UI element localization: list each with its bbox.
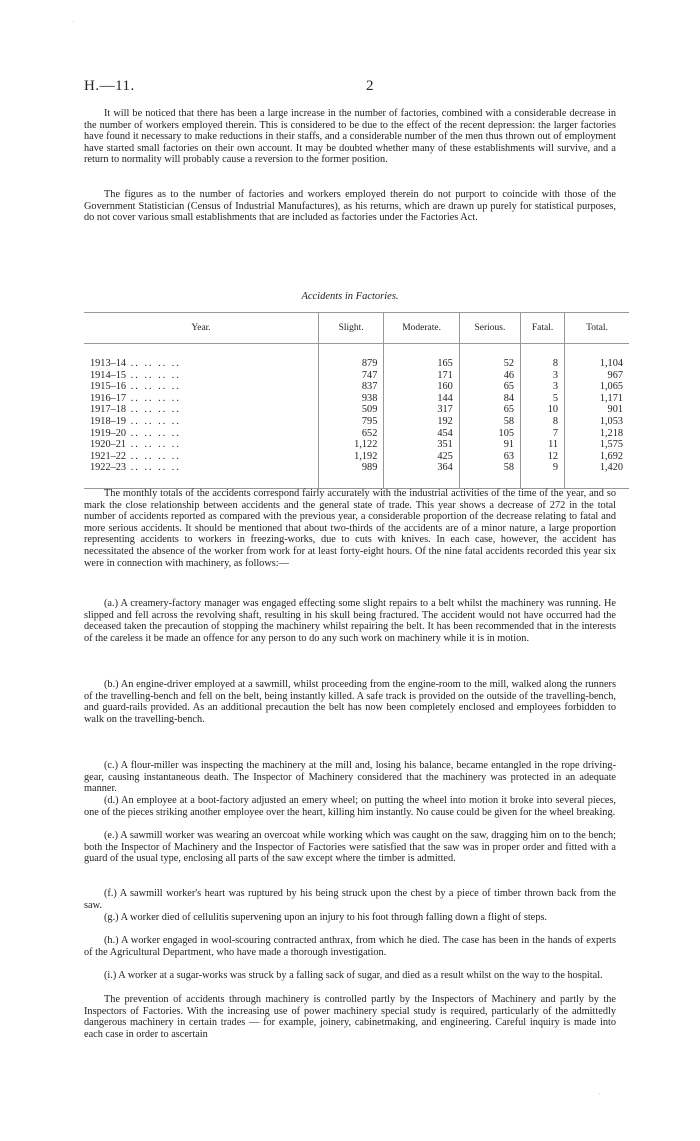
header-fatal: Fatal. bbox=[521, 313, 565, 344]
value-cell: 10 bbox=[521, 404, 565, 416]
value-cell: 351 bbox=[384, 439, 459, 451]
value-cell: 747 bbox=[319, 370, 384, 382]
value-cell: 3 bbox=[521, 370, 565, 382]
value-cell: 11 bbox=[521, 439, 565, 451]
leader-dots: .. .. .. .. bbox=[126, 427, 181, 439]
value-cell: 879 bbox=[319, 344, 384, 370]
value-cell: 84 bbox=[459, 393, 520, 405]
year-cell bbox=[84, 451, 319, 463]
body-paragraph: The monthly totals of the accidents correspond fairly accurately with the industrial activities of the time of the year, and so mark the close relationship between accidents and the general state of trade. This year shows a decrease of 272 in the total number of accidents reported as compared with the previous year, a considerable proportion of the decrease relating to fatal and more serious accidents. It should be mentioned that about two-thirds of the accidents are of a minor nature, a large proportion representing accidents to workers in freezing-works, due to cuts with knives. In each case, however, the accident has necessitated the absence of the worker from work for at least forty-eight hours. Of the nine fatal accidents recorded this year six were in connection with machinery, as follows:— bbox=[84, 488, 616, 569]
value-cell: 105 bbox=[459, 428, 520, 440]
body-paragraph: (i.) A worker at a sugar-works was struck by a falling sack of sugar, and died as a result whilst on the way to the hospital. bbox=[104, 970, 603, 981]
body-paragraph: (a.) A creamery-factory manager was engaged effecting some slight repairs to a belt whilst the machinery was running. He slipped and fell across the revolving shaft, resulting in his skull being fractured. The accident would not have occurred had the deceased taken the precaution of stopping the machinery whilst repairing the belt. It has been recommended that in the interests of the careless it be made an offence for any person to do any such work on machinery while it is in motion. bbox=[84, 598, 616, 644]
page-number: 2 bbox=[366, 78, 374, 94]
value-cell: 837 bbox=[319, 381, 384, 393]
value-cell: 7 bbox=[521, 428, 565, 440]
value-cell: 8 bbox=[521, 416, 565, 428]
year-cell bbox=[84, 439, 319, 451]
table-row bbox=[84, 451, 629, 463]
body-paragraph: The prevention of accidents through machinery is controlled partly by the Inspectors of Machinery and partly by the Inspectors of Factories. With the increasing use of power machinery special study is required, particularly of the admittedly dangerous machinery in certain trades — for example, joinery, cabinetmaking, and engineering. Careful inquiry is made into each case in order to ascertain bbox=[84, 994, 616, 1040]
value-cell: 65 bbox=[459, 381, 520, 393]
value-cell: 652 bbox=[319, 428, 384, 440]
intro-paragraph: It will be noticed that there has been a large increase in the number of factories, combined with a considerable decrease in the number of workers employed therein. This is considered to be due to the effect of the recent depression: the larger factories have found it necessary to make reductions in their staffs, and a considerable number of the men thus thrown out of employment have started small factories on their own account. It may be doubted whether many of these establishments will survive, and a return to normality will probably cause a reversion to the former position. bbox=[84, 108, 616, 166]
year-label: 1919–20 bbox=[90, 427, 127, 439]
table-row bbox=[84, 393, 629, 405]
year-cell bbox=[84, 416, 319, 428]
value-cell: 58 bbox=[459, 462, 520, 488]
value-cell: 901 bbox=[565, 404, 629, 416]
document-reference: H.—11. bbox=[84, 78, 135, 94]
value-cell: 65 bbox=[459, 404, 520, 416]
value-cell: 1,420 bbox=[565, 462, 629, 488]
value-cell: 1,192 bbox=[319, 451, 384, 463]
year-cell bbox=[84, 462, 319, 488]
value-cell: 1,218 bbox=[565, 428, 629, 440]
value-cell: 1,065 bbox=[565, 381, 629, 393]
table-caption: Accidents in Factories. bbox=[301, 291, 399, 302]
header-year: Year. bbox=[84, 313, 319, 344]
leader-dots: .. .. .. .. bbox=[126, 404, 181, 416]
year-label: 1917–18 bbox=[90, 404, 127, 416]
header-moderate: Moderate. bbox=[384, 313, 459, 344]
leader-dots: .. .. .. .. bbox=[126, 450, 181, 462]
header-slight: Slight. bbox=[319, 313, 384, 344]
year-cell bbox=[84, 393, 319, 405]
value-cell: 795 bbox=[319, 416, 384, 428]
table-row bbox=[84, 370, 629, 382]
leader-dots: .. .. .. .. bbox=[126, 369, 181, 381]
value-cell: 317 bbox=[384, 404, 459, 416]
value-cell: 1,171 bbox=[565, 393, 629, 405]
value-cell: 160 bbox=[384, 381, 459, 393]
value-cell: 1,575 bbox=[565, 439, 629, 451]
body-paragraph: (f.) A sawmill worker's heart was ruptured by his being struck upon the chest by a piece of timber thrown back from the saw. bbox=[84, 888, 616, 911]
year-label: 1920–21 bbox=[90, 439, 127, 451]
year-label: 1916–17 bbox=[90, 392, 127, 404]
body-paragraph: (h.) A worker engaged in wool-scouring contracted anthrax, from which he died. The case has been in the hands of experts of the Agricultural Department, who have made a thorough investigation. bbox=[84, 935, 616, 958]
page-header bbox=[84, 78, 616, 98]
body-paragraph: (d.) An employee at a boot-factory adjusted an emery wheel; on putting the wheel into motion it broke into several pieces, one of the pieces striking another employee over the heart, killing him instantly. No cause could be given for the wheel breaking. bbox=[84, 795, 616, 818]
year-cell bbox=[84, 344, 319, 370]
body-paragraph: (c.) A flour-miller was inspecting the machinery at the mill and, losing his balance, became entangled in the rope driving-gear, causing instantaneous death. The Inspector of Machinery considered that the machinery was protected in an adequate manner. bbox=[84, 760, 616, 795]
leader-dots: .. .. .. .. bbox=[126, 392, 181, 404]
leader-dots: .. .. .. .. bbox=[126, 358, 181, 369]
value-cell: 989 bbox=[319, 462, 384, 488]
value-cell: 91 bbox=[459, 439, 520, 451]
value-cell: 509 bbox=[319, 404, 384, 416]
year-label: 1914–15 bbox=[90, 369, 127, 381]
year-cell bbox=[84, 370, 319, 382]
year-label: 1913–14 bbox=[90, 358, 127, 369]
value-cell: 192 bbox=[384, 416, 459, 428]
header-total: Total. bbox=[565, 313, 629, 344]
value-cell: 454 bbox=[384, 428, 459, 440]
value-cell: 364 bbox=[384, 462, 459, 488]
leader-dots: .. .. .. .. bbox=[126, 415, 181, 427]
table-row bbox=[84, 381, 629, 393]
year-label: 1921–22 bbox=[90, 450, 127, 462]
value-cell: 12 bbox=[521, 451, 565, 463]
table-row bbox=[84, 344, 629, 370]
leader-dots: .. .. .. .. bbox=[126, 381, 181, 393]
value-cell: 425 bbox=[384, 451, 459, 463]
accidents-table bbox=[84, 312, 629, 489]
body-paragraph: (b.) An engine-driver employed at a sawmill, whilst proceeding from the engine-room to the mill, walked along the runners of the travelling-bench and fell on the belt, being instantly killed. A safe track is provided on the outside of the travelling-bench, and guard-rails provided. As an additional precaution the belt has now been completely enclosed and employees forbidden to walk on the travelling-bench. bbox=[84, 679, 616, 725]
table-row bbox=[84, 462, 629, 488]
year-cell bbox=[84, 428, 319, 440]
value-cell: 58 bbox=[459, 416, 520, 428]
year-label: 1918–19 bbox=[90, 415, 127, 427]
value-cell: 967 bbox=[565, 370, 629, 382]
table-header-row bbox=[84, 313, 629, 344]
value-cell: 3 bbox=[521, 381, 565, 393]
value-cell: 46 bbox=[459, 370, 520, 382]
intro-paragraph: The figures as to the number of factories and workers employed therein do not purport to coincide with those of the Government Statistician (Census of Industrial Manufactures), as his returns, which are drawn up purely for statistical purposes, do not cover various small establishments that are included as factories under the Factories Act. bbox=[84, 189, 616, 224]
body-paragraph: (g.) A worker died of cellulitis supervening upon an injury to his foot through falling down a flight of steps. bbox=[104, 912, 547, 923]
leader-dots: .. .. .. .. bbox=[126, 462, 181, 474]
value-cell: 1,122 bbox=[319, 439, 384, 451]
value-cell: 8 bbox=[521, 344, 565, 370]
table-row bbox=[84, 428, 629, 440]
table-row bbox=[84, 404, 629, 416]
value-cell: 9 bbox=[521, 462, 565, 488]
margin-speck: · bbox=[72, 18, 75, 27]
header-serious: Serious. bbox=[459, 313, 520, 344]
value-cell: 165 bbox=[384, 344, 459, 370]
value-cell: 1,053 bbox=[565, 416, 629, 428]
table-row bbox=[84, 439, 629, 451]
value-cell: 52 bbox=[459, 344, 520, 370]
body-paragraph: (e.) A sawmill worker was wearing an overcoat while working which was caught on the saw, dragging him on to the bench; both the Inspector of Machinery and the Inspector of Factories were satisfied that the saw was in proper order and fitted with a guard of the usual type, enclosing all parts of the saw except where the timber is admitted. bbox=[84, 830, 616, 865]
value-cell: 1,104 bbox=[565, 344, 629, 370]
margin-speck: · bbox=[598, 1090, 601, 1099]
year-cell bbox=[84, 381, 319, 393]
value-cell: 1,692 bbox=[565, 451, 629, 463]
value-cell: 63 bbox=[459, 451, 520, 463]
year-cell bbox=[84, 404, 319, 416]
value-cell: 938 bbox=[319, 393, 384, 405]
value-cell: 5 bbox=[521, 393, 565, 405]
leader-dots: .. .. .. .. bbox=[126, 439, 181, 451]
year-label: 1922–23 bbox=[90, 462, 127, 474]
year-label: 1915–16 bbox=[90, 381, 127, 393]
value-cell: 144 bbox=[384, 393, 459, 405]
table-row bbox=[84, 416, 629, 428]
value-cell: 171 bbox=[384, 370, 459, 382]
